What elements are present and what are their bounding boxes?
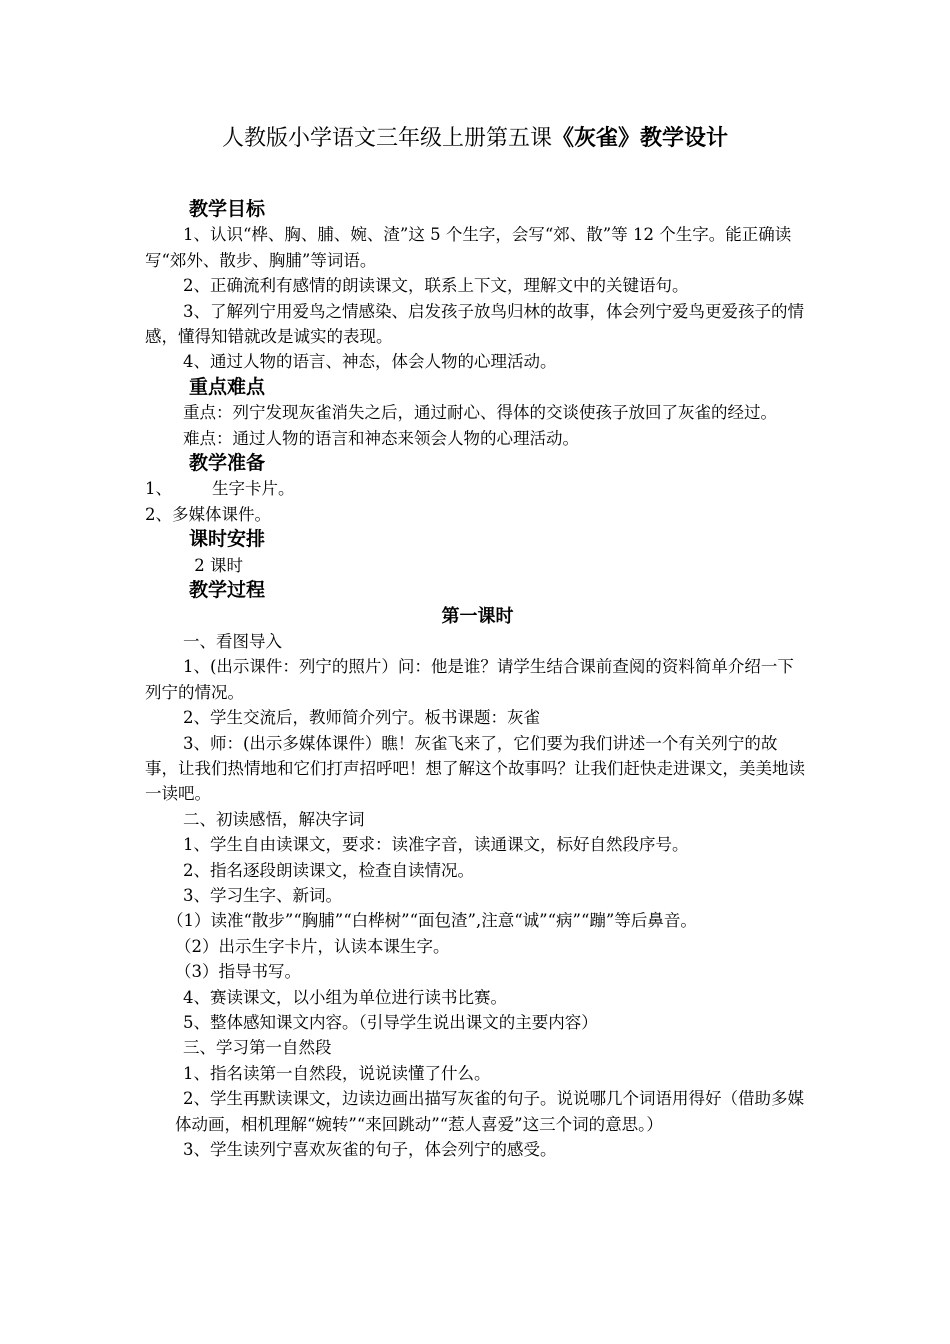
goal-2: 2、正确流利有感情的朗读课文，联系上下文，理解文中的关键语句。 bbox=[183, 276, 689, 296]
heading-goals: 教学目标 bbox=[189, 198, 266, 220]
prep-item-1-number: 1、 bbox=[145, 479, 172, 499]
title-normal: 人教版小学语文三年级上册第五课 bbox=[221, 126, 552, 151]
prep-item-2: 2、多媒体课件。 bbox=[145, 504, 271, 524]
heading-preparation: 教学准备 bbox=[189, 452, 266, 475]
part-2-sub-3: （3）指导书写。 bbox=[175, 962, 301, 982]
goal-3: 3、了解列宁用爱鸟之情感染、启发孩子放鸟归林的故事，体会列宁爱鸟更爱孩子的情感，懂得知错就改是诚实的表现。 bbox=[145, 301, 804, 347]
lesson-one-heading: 第一课时 bbox=[441, 605, 514, 627]
part-2-item-4: 4、赛读课文，以小组为单位进行读书比赛。 bbox=[183, 987, 507, 1007]
part-3-item-1: 1、指名读第一自然段，说说读懂了什么。 bbox=[183, 1063, 491, 1083]
part-2-item-3: 3、学习生字、新词。 bbox=[183, 885, 342, 905]
document-body bbox=[145, 197, 810, 1162]
part-3-item-3: 3、学生读列宁喜欢灰雀的句子，体会列宁的感受。 bbox=[183, 1140, 557, 1160]
prep-item-1 bbox=[145, 476, 810, 501]
part-2-item-5: 5、整体感知课文内容。（引导学生说出课文的主要内容） bbox=[183, 1013, 598, 1032]
goal-4: 4、通过人物的语言、神态，体会人物的心理活动。 bbox=[183, 352, 557, 372]
difficult-point: 难点：通过人物的语言和神态来领会人物的心理活动。 bbox=[183, 428, 579, 448]
part-2-item-1: 1、学生自由读课文，要求：读准字音，读通课文，标好自然段序号。 bbox=[183, 835, 689, 855]
part-2-heading: 二、初读感悟，解决字词 bbox=[183, 809, 365, 829]
key-point: 重点：列宁发现灰雀消失之后，通过耐心、得体的交谈使孩子放回了灰雀的经过。 bbox=[183, 403, 777, 423]
part-3-heading: 三、学习第一自然段 bbox=[183, 1038, 332, 1058]
part-2-item-2: 2、指名逐段朗读课文，检查自读情况。 bbox=[183, 860, 474, 880]
part-3-item-2: 2、学生再默读课文，边读边画出描写灰雀的句子。说说哪几个词语用得好（借助多媒体动画，相机理解“婉转”“来回跳动”“惹人喜爱”这三个词的意思。） bbox=[175, 1089, 804, 1134]
heading-key-points: 重点难点 bbox=[189, 375, 266, 398]
part-1-item-2: 2、学生交流后，教师简介列宁。板书课题：灰雀 bbox=[183, 708, 540, 728]
part-2-sub-2: （2）出示生字卡片，认读本课生字。 bbox=[175, 936, 450, 956]
goal-1: 1、认识“桦、胸、脯、婉、渣”这 5 个生字，会写“郊、散”等 12 个生字。能正确读写“郊外、散步、胸脯”等词语。 bbox=[145, 225, 792, 270]
part-1-item-1: 1、(出示课件：列宁的照片）问：他是谁？请学生结合课前查阅的资料简单介绍一下列宁的情况。 bbox=[145, 657, 794, 702]
title-bold: 《灰雀》教学设计 bbox=[552, 125, 729, 151]
prep-item-1-text: 生字卡片。 bbox=[212, 479, 295, 499]
heading-process: 教学过程 bbox=[189, 579, 266, 602]
schedule-value: 2 课时 bbox=[189, 555, 243, 575]
part-2-sub-1: （1）读准“散步”“胸脯”“白桦树”“面包渣”,注意“诚”“病”“蹦”等后鼻音。 bbox=[167, 911, 697, 931]
document-title bbox=[0, 123, 950, 154]
heading-schedule: 课时安排 bbox=[189, 528, 266, 551]
part-1-item-3: 3、师：(出示多媒体课件）瞧！灰雀飞来了，它们要为我们讲述一个有关列宁的故事，让我们热情地和它们打声招呼吧！想了解这个故事吗？让我们赶快走进课文，美美地读一读吧。 bbox=[145, 733, 805, 804]
part-1-heading: 一、看图导入 bbox=[183, 631, 282, 651]
